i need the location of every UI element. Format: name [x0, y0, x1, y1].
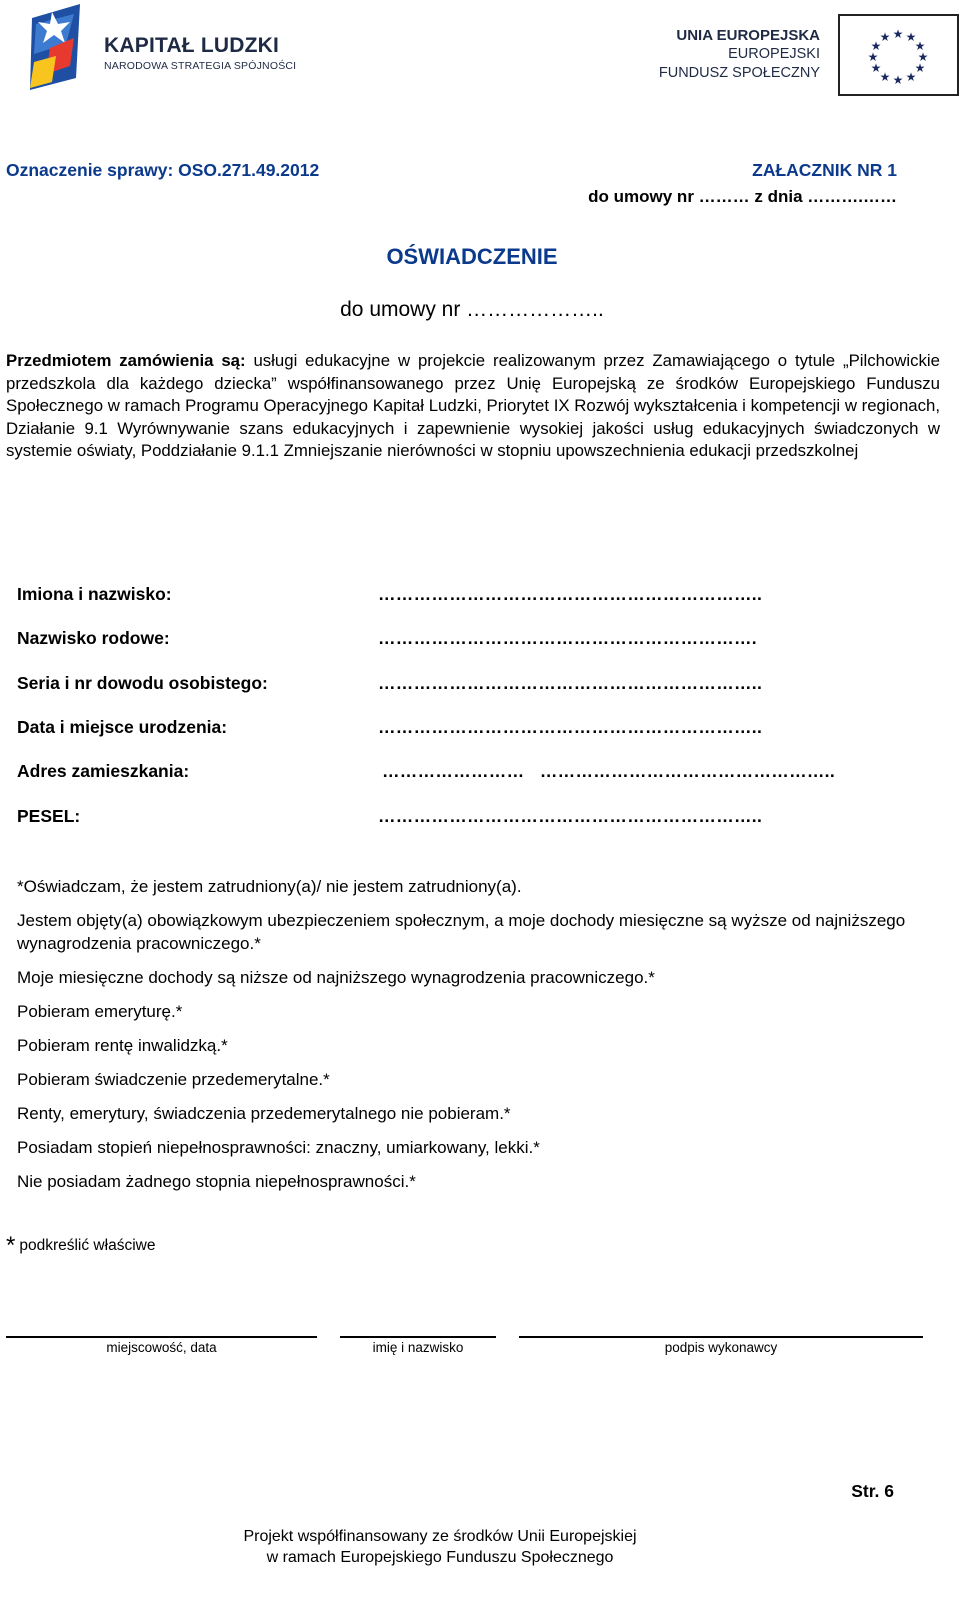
- eu-flag-logo: [838, 14, 959, 96]
- subject-text: usługi edukacyjne w projekcie realizowanym przez Zamawiającego o tytule „Pilchowickie przedszkola dla każdego dziecka” współfinansowanego przez Unię Europejską ze środków Europejskiego Funduszu Społecznego w ramach Programu Operacyjnego Kapitał Ludzki, Priorytet IX Rozwój wykształcenia i kompetencji w regionach, Działanie 9.1 Wyrównywanie szans edukacyjnych i zapewnienie wysokiej jakości usług edukacyjnych świadczonych w systemie oświaty, Poddziałanie 9.1.1 Zmniejszanie nierówności w stopniu upowszechnienia edukacji przedszkolnej: [6, 351, 940, 461]
- footer: [0, 1526, 880, 1568]
- kapital-ludzki-emblem-icon: [30, 4, 110, 96]
- field-value-address[interactable]: …………………… …………………………………………..: [382, 761, 836, 781]
- svg-text:★: ★: [914, 39, 926, 53]
- svg-text:★: ★: [914, 61, 926, 75]
- document-subtitle: do umowy nr ………………..: [340, 298, 604, 321]
- statement-pension[interactable]: Pobieram emeryturę.*: [17, 1002, 183, 1021]
- statement-disability-degree[interactable]: Posiadam stopień niepełnosprawności: znaczny, umiarkowany, lekki.*: [17, 1138, 540, 1157]
- subject-paragraph: [6, 350, 940, 463]
- statement-no-benefits[interactable]: Renty, emerytury, świadczenia przedemerytalnego nie pobieram.*: [17, 1104, 511, 1123]
- svg-text:★: ★: [892, 27, 904, 41]
- footer-line1: Projekt współfinansowany ze środków Unii Europejskiej: [243, 1528, 637, 1545]
- note-star: *: [6, 1232, 16, 1259]
- svg-text:★: ★: [905, 70, 917, 84]
- eu-line1: UNIA EUROPEJSKA: [676, 27, 820, 44]
- field-label-address: Adres zamieszkania:: [17, 761, 190, 781]
- statement-insurance[interactable]: Jestem objęty(a) obowiązkowym ubezpieczeniem społecznym, a moje dochody miesięczne są wyższe od najniższego wynagrodzenia pracowniczego.*: [17, 911, 906, 953]
- svg-text:★: ★: [892, 73, 904, 87]
- svg-text:★: ★: [879, 30, 891, 44]
- case-number: Oznaczenie sprawy: OSO.271.49.2012: [6, 160, 320, 180]
- field-value-pesel[interactable]: ………………………………………………………..: [378, 806, 763, 826]
- footer-line2: w ramach Europejskiego Funduszu Społecznego: [266, 1549, 614, 1566]
- note-text: podkreślić właściwe: [19, 1237, 156, 1254]
- statement-pre-retirement[interactable]: Pobieram świadczenie przedemerytalne.*: [17, 1070, 330, 1089]
- field-label-id-card: Seria i nr dowodu osobistego:: [17, 673, 268, 693]
- svg-text:★: ★: [917, 50, 929, 64]
- signature-label-name: imię i nazwisko: [372, 1340, 464, 1355]
- field-label-names: Imiona i nazwisko:: [17, 584, 172, 604]
- eu-stars-icon: [840, 16, 957, 94]
- field-label-maiden-name: Nazwisko rodowe:: [17, 628, 170, 648]
- annex-contract: do umowy nr ……… z dnia ……….……: [588, 187, 897, 206]
- field-label-pesel: PESEL:: [17, 806, 81, 826]
- statement-disability-pension[interactable]: Pobieram rentę inwalidzką.*: [17, 1036, 228, 1055]
- kapital-ludzki-subtitle: NARODOWA STRATEGIA SPÓJNOŚCI: [104, 60, 297, 72]
- field-value-maiden-name[interactable]: ……………………………………………………….: [378, 628, 757, 648]
- statement-low-income[interactable]: Moje miesięczne dochody są niższe od najniższego wynagrodzenia pracowniczego.*: [17, 968, 655, 987]
- svg-text:★: ★: [905, 30, 917, 44]
- svg-text:★: ★: [867, 50, 879, 64]
- kapital-ludzki-name: KAPITAŁ LUDZKI: [104, 34, 280, 57]
- annex-label: ZAŁACZNIK NR 1: [752, 160, 897, 180]
- svg-text:★: ★: [870, 61, 882, 75]
- eu-line2: EUROPEJSKI: [728, 46, 820, 62]
- page-number: Str. 6: [851, 1481, 894, 1501]
- signature-line-place-date[interactable]: [6, 1336, 317, 1338]
- signature-line-name[interactable]: [340, 1336, 496, 1338]
- subject-lead: Przedmiotem zamówienia są:: [6, 351, 246, 370]
- field-value-names[interactable]: ………………………………………………………..: [378, 584, 763, 604]
- signature-label-contractor: podpis wykonawcy: [664, 1340, 778, 1355]
- statement-employment[interactable]: *Oświadczam, że jestem zatrudniony(a)/ nie jestem zatrudniony(a).: [17, 877, 522, 896]
- signature-line-contractor[interactable]: [519, 1336, 923, 1338]
- eu-line3: FUNDUSZ SPOŁECZNY: [658, 65, 820, 81]
- statement-no-disability[interactable]: Nie posiadam żadnego stopnia niepełnosprawności.*: [17, 1172, 416, 1191]
- document-title: OŚWIADCZENIE: [386, 244, 558, 269]
- field-value-birth[interactable]: ………………………………………………………..: [378, 717, 763, 737]
- eu-fund-text: [600, 26, 820, 83]
- svg-text:★: ★: [879, 70, 891, 84]
- field-label-birth: Data i miejsce urodzenia:: [17, 717, 228, 737]
- field-value-id-card[interactable]: ………………………………………………………..: [378, 673, 763, 693]
- underline-note: [6, 1232, 155, 1260]
- signature-label-place-date: miejscowość, data: [106, 1340, 217, 1355]
- svg-text:★: ★: [870, 39, 882, 53]
